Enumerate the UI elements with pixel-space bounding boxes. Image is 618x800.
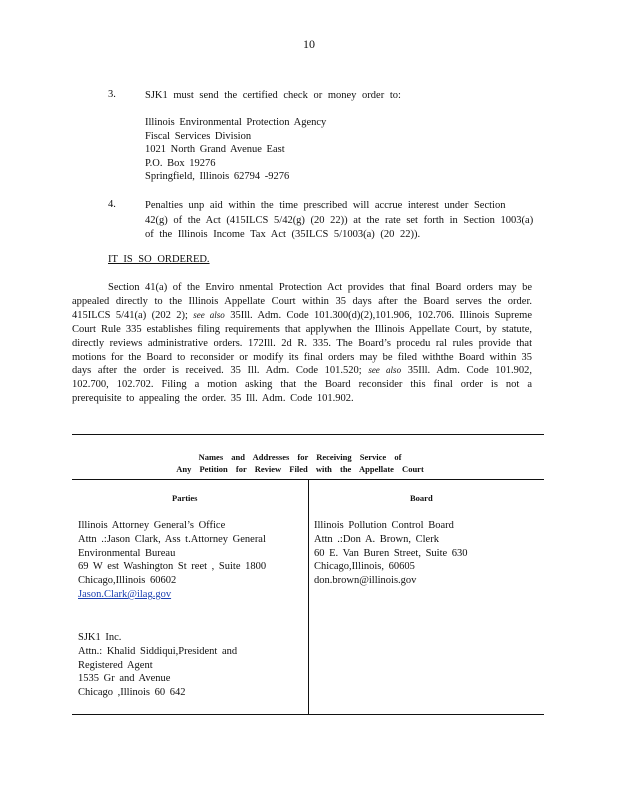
party-attorney-general — [78, 519, 266, 602]
party-line: Attn.: Khalid Siddiqui,President and — [78, 645, 238, 657]
see-also-1: see also — [193, 309, 225, 320]
board-line: 60 E. Van Buren Street, Suite 630 — [314, 547, 468, 559]
item-4-line: Penalties unp aid within the time prescribed will accrue interest under Section — [145, 200, 506, 211]
payment-address — [145, 116, 326, 184]
party-line: Illinois Attorney General’s Office — [78, 520, 226, 531]
board-header: Board — [410, 493, 433, 503]
table-column-divider — [308, 480, 309, 715]
party-line: Chicago,Illinois 60602 — [78, 575, 177, 587]
board-line: Attn .:Don A. Brown, Clerk — [314, 533, 439, 545]
address-line: P.O. Box 19276 — [145, 157, 216, 169]
board-line: Illinois Pollution Control Board — [314, 520, 454, 531]
so-ordered — [108, 254, 210, 265]
party-sjk1 — [78, 631, 237, 700]
party-line: 1535 Gr and Avenue — [78, 673, 171, 685]
appeal-paragraph — [72, 281, 532, 406]
item-4-line: 42(g) of the Act (415ILCS 5/42(g) (20 22)) at the rate set forth in Section 1003(a) — [145, 214, 534, 226]
board-clerk — [314, 519, 468, 588]
table-top-rule — [72, 434, 544, 435]
appeal-text-3: 35Ill. Adm. Code 101.902, 102.700, 102.702. Filing a motion asking that the Board reconsider this final order is not a prerequisite to appealing the order. 35 Ill. Adm. Code 101.902. — [72, 365, 533, 405]
service-heading-line: Names and Addresses for Receiving Service of — [198, 452, 402, 462]
item-4-line: of the Illinois Income Tax Act (35ILCS 5/1003(a) (20 22)). — [145, 229, 421, 240]
party-line: Environmental Bureau — [78, 547, 176, 559]
service-heading-line: Any Petition for Review Filed with the Appellate Court — [176, 464, 424, 474]
party-line: 69 W est Washington St reet , Suite 1800 — [78, 561, 267, 573]
appeal-text-2: 35Ill. Adm. Code 101.300(d)(2),101.906, 102.706. Illinois Supreme Court Rule 335 establishes filing requirements that applywhen the Illinois Appellate Court, by statute, directly reviews administrative orders. 172Ill. 2d R. 335. The Board’s procedu ral rules provide that motions for the Board to reconsider or modify its final orders may be filed withthe Board within 35 days after the order is received. 35 Ill. Adm. Code 101.520; — [72, 309, 533, 377]
see-also-2: see also — [368, 365, 402, 376]
item-4-text — [145, 199, 545, 243]
item-3-text: SJK1 must send the certified check or money order to: — [145, 90, 401, 101]
item-4-number: 4. — [108, 199, 116, 210]
jason-clark-email-link[interactable]: Jason.Clark@ilag.gov — [78, 588, 172, 600]
so-ordered-text: IT IS SO ORDERED. — [108, 254, 210, 265]
page-number: 10 — [303, 37, 315, 51]
party-line: Chicago ,Illinois 60 642 — [78, 687, 186, 699]
service-heading — [150, 451, 450, 475]
address-line: Fiscal Services Division — [145, 130, 252, 142]
party-line: Registered Agent — [78, 659, 153, 671]
board-line: Chicago,Illinois, 60605 — [314, 561, 415, 573]
appeal-text-1: Section 41(a) of the Enviro nmental Protection Act provides that final Board orders may be appealed directly to the Illinois Appellate Court within 35 days after the Board serves the order. 415ILCS 5/41(a) (202 2); — [72, 282, 532, 321]
board-email: don.brown@illinois.gov — [314, 575, 417, 587]
address-line: Illinois Environmental Protection Agency — [145, 117, 327, 128]
table-bottom-rule — [72, 714, 544, 715]
parties-header: Parties — [172, 493, 198, 503]
item-3-number: 3. — [108, 89, 116, 100]
party-line: SJK1 Inc. — [78, 632, 122, 643]
address-line: 1021 North Grand Avenue East — [145, 144, 285, 155]
party-line: Attn .:Jason Clark, Ass t.Attorney General — [78, 533, 266, 545]
address-line: Springfield, Illinois 62794 -9276 — [145, 171, 290, 182]
